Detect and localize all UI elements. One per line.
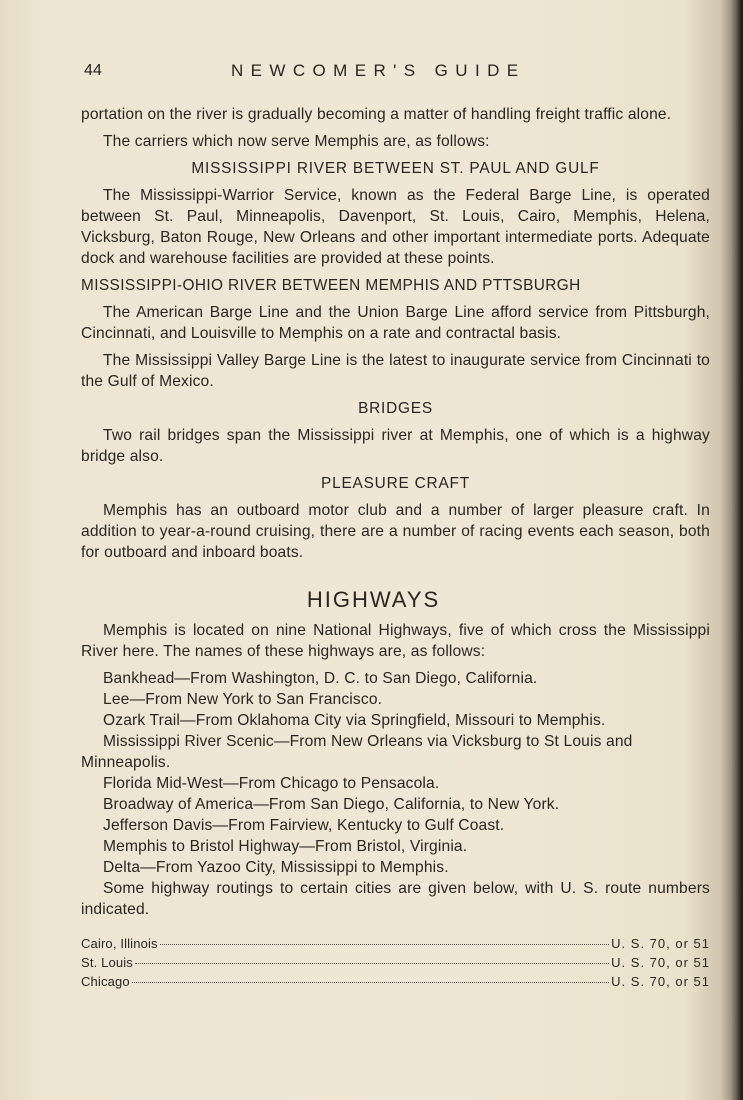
running-head — [81, 58, 710, 84]
highway-item: Jefferson Davis—From Fairview, Kentucky to Gulf Coast. — [103, 817, 505, 834]
route-list — [81, 934, 710, 991]
paragraph-routings: Some highway routings to certain cities are given below, with U. S. route numbers indicated. — [81, 880, 710, 918]
paragraph-intro: portation on the river is gradually becoming a matter of handling freight traffic alone. — [81, 106, 672, 123]
dot-leader — [160, 944, 610, 945]
paragraph-valley-barge: The Mississippi Valley Barge Line is the latest to inaugurate service from Cincinnati to the Gulf of Mexico. — [81, 352, 710, 390]
route-city: Cairo, Illinois — [81, 936, 158, 951]
highway-item: Mississippi River Scenic—From New Orleans via Vicksburg to St Louis and Minneapolis. — [81, 733, 633, 771]
highway-item: Memphis to Bristol Highway—From Bristol, Virginia. — [103, 838, 468, 855]
paragraph-highways-intro: Memphis is located on nine National Highways, five of which cross the Mississippi River here. The names of these highways are, as follows: — [81, 622, 710, 660]
route-city: St. Louis — [81, 955, 133, 970]
highway-item: Lee—From New York to San Francisco. — [103, 691, 383, 708]
running-title: NEWCOMER'S GUIDE — [231, 61, 526, 80]
paragraph-bridges: Two rail bridges span the Mississippi river at Memphis, one of which is a highway bridge also. — [81, 427, 710, 465]
heading-pleasure-craft: PLEASURE CRAFT — [321, 475, 470, 492]
highway-item: Ozark Trail—From Oklahoma City via Springfield, Missouri to Memphis. — [103, 712, 606, 729]
highway-item: Bankhead—From Washington, D. C. to San Diego, California. — [103, 670, 538, 687]
route-row — [81, 972, 710, 991]
highway-item: Delta—From Yazoo City, Mississippi to Memphis. — [103, 859, 449, 876]
heading-mississippi-ohio: MISSISSIPPI-OHIO RIVER BETWEEN MEMPHIS AND PTTSBURGH — [81, 277, 581, 294]
dot-leader — [132, 982, 609, 983]
heading-mississippi-stpaul: MISSISSIPPI RIVER BETWEEN ST. PAUL AND GULF — [191, 160, 600, 177]
paragraph-american-barge: The American Barge Line and the Union Barge Line afford service from Pittsburgh, Cincinnati, and Louisville to Memphis on a rate and contractal basis. — [81, 304, 710, 342]
route-row — [81, 953, 710, 972]
route-number: U. S. 70, or 51 — [611, 955, 710, 970]
paragraph-pleasure-craft: Memphis has an outboard motor club and a number of larger pleasure craft. In addition to year-a-round cruising, there are a number of racing events each season, both for outboard and inboard boats. — [81, 502, 710, 561]
route-number: U. S. 70, or 51 — [611, 974, 710, 989]
route-number: U. S. 70, or 51 — [611, 936, 710, 951]
highway-list — [81, 668, 710, 878]
paragraph-warrior-service: The Mississippi-Warrior Service, known as the Federal Barge Line, is operated between St. Paul, Minneapolis, Davenport, St. Louis, Cairo, Memphis, Helena, Vicksburg, Baton Rouge, New Orleans and other important intermediate ports. Adequate dock and warehouse facilities are provided at these points. — [81, 187, 710, 267]
route-city: Chicago — [81, 974, 130, 989]
page-number: 44 — [84, 62, 103, 79]
page-edge-shadow — [731, 0, 743, 1100]
paragraph-carriers: The carriers which now serve Memphis are, as follows: — [103, 133, 490, 150]
highway-item: Broadway of America—From San Diego, California, to New York. — [103, 796, 560, 813]
page-content — [81, 58, 710, 991]
heading-bridges: BRIDGES — [358, 400, 433, 417]
highway-item: Florida Mid-West—From Chicago to Pensacola. — [103, 775, 440, 792]
heading-highways: HIGHWAYS — [306, 587, 441, 612]
route-row — [81, 934, 710, 953]
dot-leader — [135, 963, 609, 964]
